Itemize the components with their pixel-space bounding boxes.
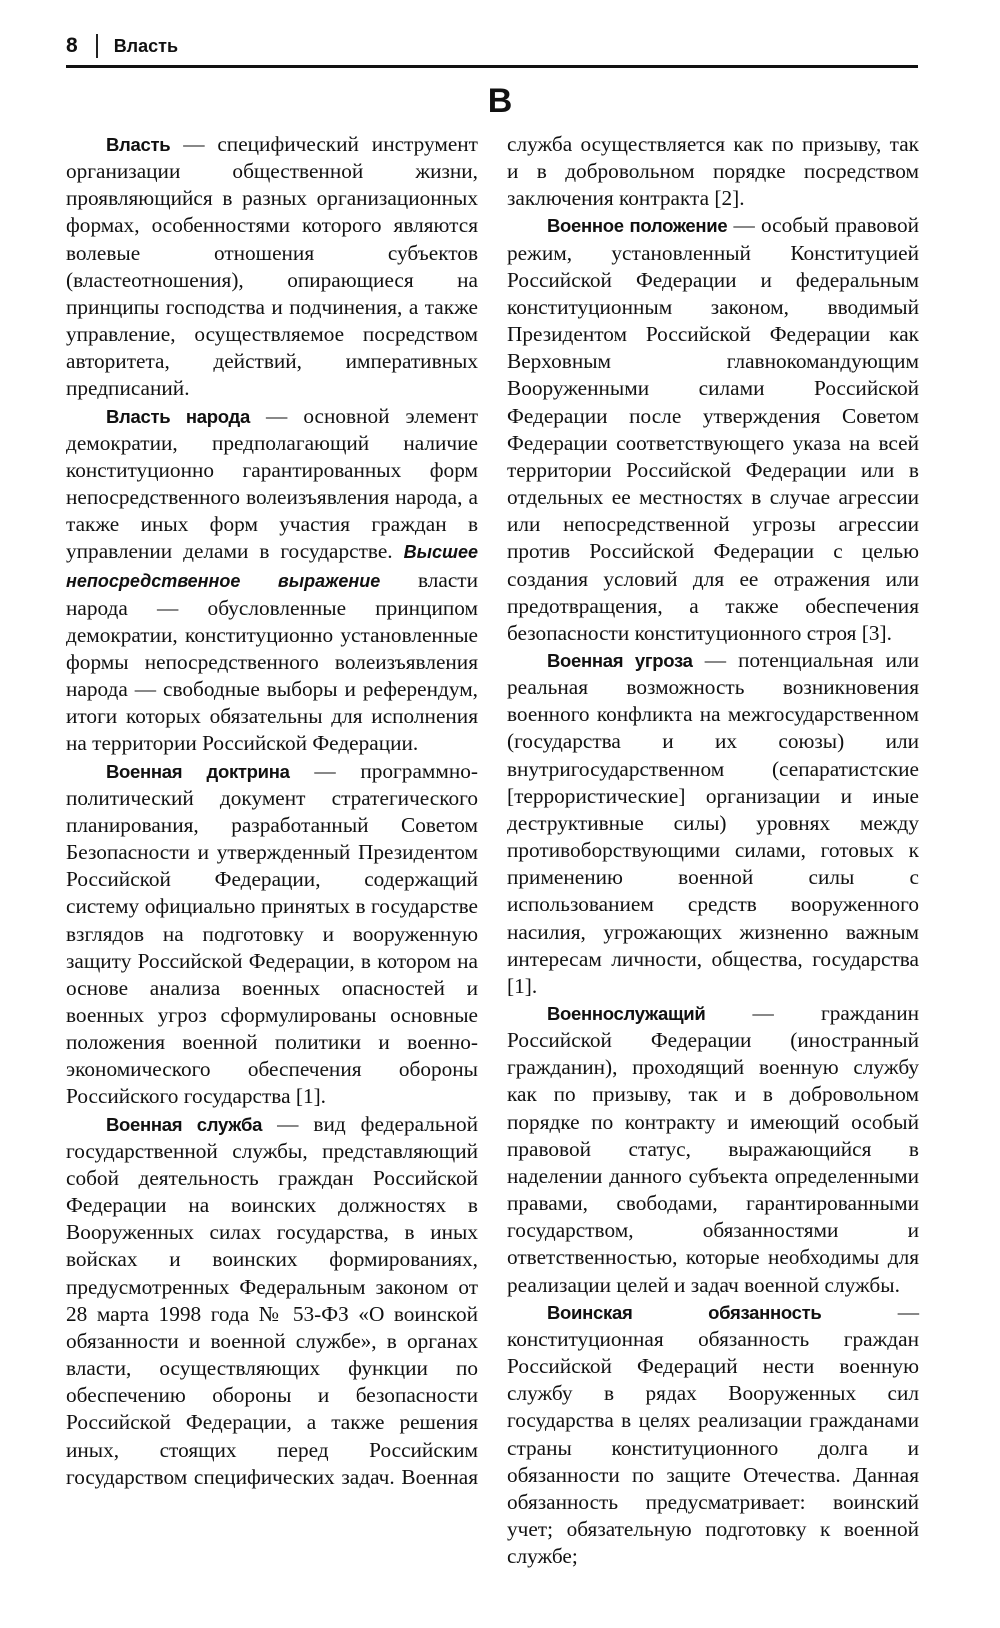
dictionary-entry	[66, 1111, 478, 1491]
entry-term: Военная служба	[106, 1113, 263, 1135]
entry-term: Воинская обязанность	[547, 1301, 822, 1323]
entry-text: — основной элемент демократии, предполагающий наличие конституционно гарантированных форм непосредственного волеизъявления народа, а также иных форм участия граждан в управлении делами в государстве.	[66, 403, 478, 564]
dictionary-entry	[507, 212, 919, 647]
entry-term: Власть	[106, 134, 171, 155]
running-title: Власть	[113, 35, 179, 56]
header-rule	[66, 65, 918, 68]
entry-term: Военная угроза	[547, 649, 693, 671]
dictionary-entry	[507, 647, 919, 1000]
dictionary-entry	[66, 758, 478, 1111]
dictionary-entry	[507, 131, 919, 212]
entry-text: — вид федеральной государственной службы, представляющий собой деятельность граждан Российской Федерации на воинских должностях в Вооруженных силах государства, в иных войсках и воинских формированиях, предусмотренных Федеральным законом от 28 марта 1998 года № 53-ФЗ «О воинской обязанности и военной службе», в органах власти, осуществляющих функции по обеспечению обороны и безопасности Российской Федерации, а также решения иных, стоящих перед Российским государством специфических задач. Военная	[66, 1111, 479, 1489]
right-column	[507, 131, 919, 1570]
entry-term: Военное положение	[547, 215, 728, 237]
section-letter: В	[487, 82, 513, 120]
dictionary-entry	[507, 1000, 919, 1299]
left-column	[66, 131, 478, 1491]
entry-term: Военная доктрина	[106, 760, 290, 782]
dictionary-entry	[66, 131, 478, 403]
page-number: 8	[66, 34, 78, 57]
entry-term: Власть народа	[106, 405, 250, 427]
entry-term: Военнослужащий	[547, 1003, 706, 1024]
dictionary-entry	[66, 403, 478, 758]
entry-text: — специфический инструмент организации общественной жизни, проявляющийся в разных организационных формах, особенностями которого являются волевые отношения субъектов (властеотношения), опирающиеся на принципы господства и подчинения, а также управление, осуществляемое посредством авторитета, действий, императивных предписаний.	[66, 132, 478, 401]
entry-text: — потенциальная или реальная возможность возникновения военного конфликта на межгосударственном (государства и их союзы) или внутригосударственном (сепаратистские [террористические] организации и иные деструктивные силы) уровнях между противоборствующими силами, готовых к применению военной силы с использованием средств вооруженного насилия, угрожающих жизненно важным интересам личности, общества, государства [1].	[507, 647, 919, 998]
entry-text: — программно-политический документ стратегического планирования, разработанный Советом Безопасности и утвержденный Президентом Российской Федерации, содержащий систему официально принятых в государстве взглядов на подготовку и вооруженную защиту Российской Федерации, в котором на основе анализа военных опасностей и военных угроз сформулированы основные положения военной политики и военно-экономического обеспечения обороны Российского государства [1].	[66, 758, 478, 1109]
dictionary-entry	[507, 1299, 919, 1571]
entry-text: — особый правовой режим, установленный Конституцией Российской Федерации и федеральным конституционным законом, вводимый Президентом Российской Федерации как Верховным главнокомандующим Вооруженными силами Российской Федерации после утверждения Советом Федерации соответствующего указа на всей территории Российской Федерации или в отдельных ее местностях в случае агрессии или непосредственной угрозы агрессии против Российской Федерации с целью создания условий для ее отражения или предотвращения, а также обеспечения безопасности конституционного строя [3].	[507, 213, 919, 645]
entry-text: — конституционная обязанность граждан Российской Федераций нести военную службу в рядах Вооруженных сил государства в целях реализации гражданами страны конституционного долга и обязанности по защите Отечества. Данная обязанность предусматривает: воинский учет; обязательную подготовку к военной службе;	[507, 1299, 919, 1569]
entry-text: служба осуществляется как по призыву, так и в добровольном порядке посредством заключения контракта [2].	[507, 132, 919, 211]
entry-text: власти народа — обусловленные принципом демократии, конституционно установленные формы непосредственного волеизъявления народа — свободные выборы и референдум, итоги которых обязательны для исполнения на территории Российской Федерации.	[66, 567, 478, 756]
emphasis-text: Высшее непосредственное выражение	[66, 542, 478, 591]
entry-text: — гражданин Российской Федерации (иностранный гражданин), проходящий военную службу как по призыву, так и в добровольном порядке по контракту и имеющий особый правовой статус, выражающийся в наделении данного субъекта определенными правами, свободами, гарантированными государством, обязанностями и ответственностью, которые необходимы для реализации целей и задач военной службы.	[507, 1001, 919, 1297]
running-header	[66, 34, 178, 58]
header-separator	[96, 34, 98, 58]
